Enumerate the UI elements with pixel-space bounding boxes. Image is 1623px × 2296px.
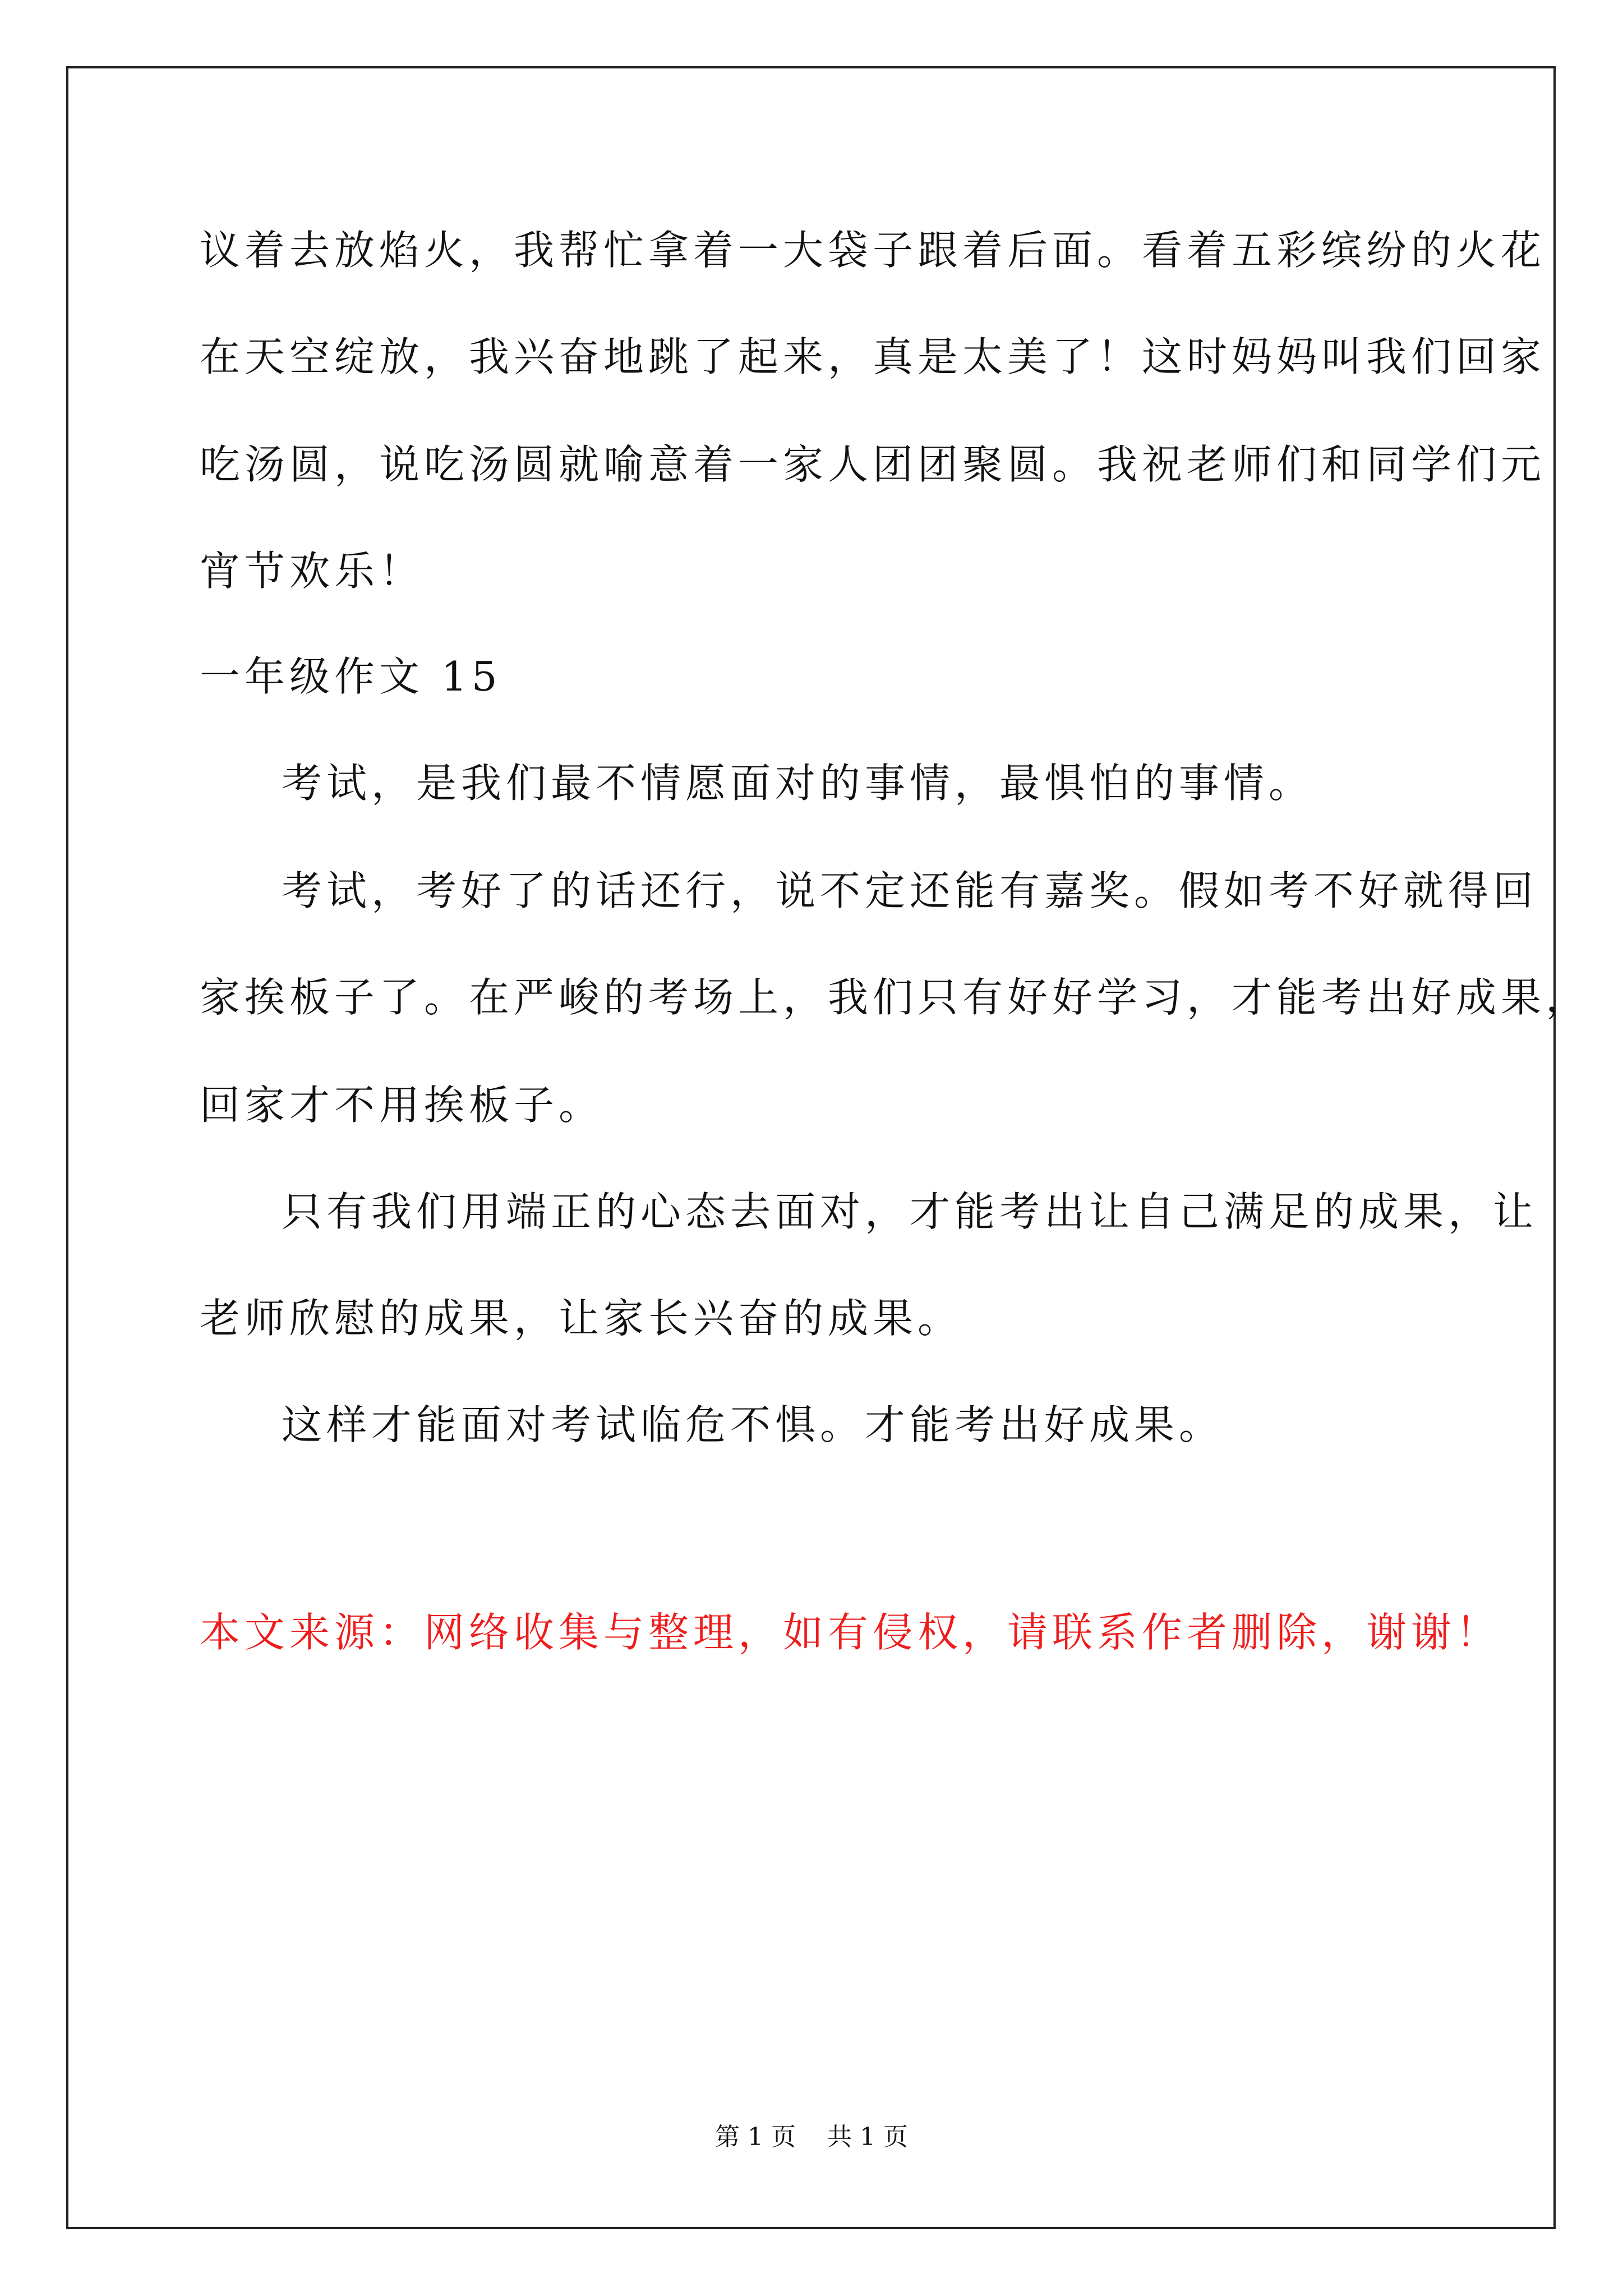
paragraph-line: 宵节欢乐！	[200, 547, 425, 595]
paragraph-line: 议着去放焰火，我帮忙拿着一大袋子跟着后面。看着五彩缤纷的火花	[200, 227, 1546, 274]
paragraph-line: 老师欣慰的成果，让家长兴奋的成果。	[200, 1295, 963, 1342]
paragraph-line: 考试，考好了的话还行，说不定还能有嘉奖。假如考不好就得回	[282, 867, 1538, 914]
paragraph-line: 回家才不用挨板子。	[200, 1082, 604, 1129]
paragraph-line: 只有我们用端正的心态去面对，才能考出让自己满足的成果，让	[282, 1188, 1538, 1235]
paragraph-line: 家挨板子了。在严峻的考场上，我们只有好好学习，才能考出好成果，	[200, 974, 1591, 1021]
section-heading: 一年级作文 15	[200, 653, 502, 700]
page-border	[66, 66, 1556, 2229]
source-note: 本文来源：网络收集与整理，如有侵权，请联系作者删除，谢谢！	[200, 1609, 1501, 1656]
paragraph-line: 吃汤圆，说吃汤圆就喻意着一家人团团聚圆。我祝老师们和同学们元	[200, 441, 1546, 488]
paragraph-line: 在天空绽放，我兴奋地跳了起来，真是太美了！这时妈妈叫我们回家	[200, 333, 1546, 380]
paragraph-line: 考试，是我们最不情愿面对的事情，最惧怕的事情。	[282, 760, 1314, 807]
paragraph-line: 这样才能面对考试临危不惧。才能考出好成果。	[282, 1401, 1224, 1448]
page-number-footer: 第 1 页 共 1 页	[715, 2123, 908, 2151]
